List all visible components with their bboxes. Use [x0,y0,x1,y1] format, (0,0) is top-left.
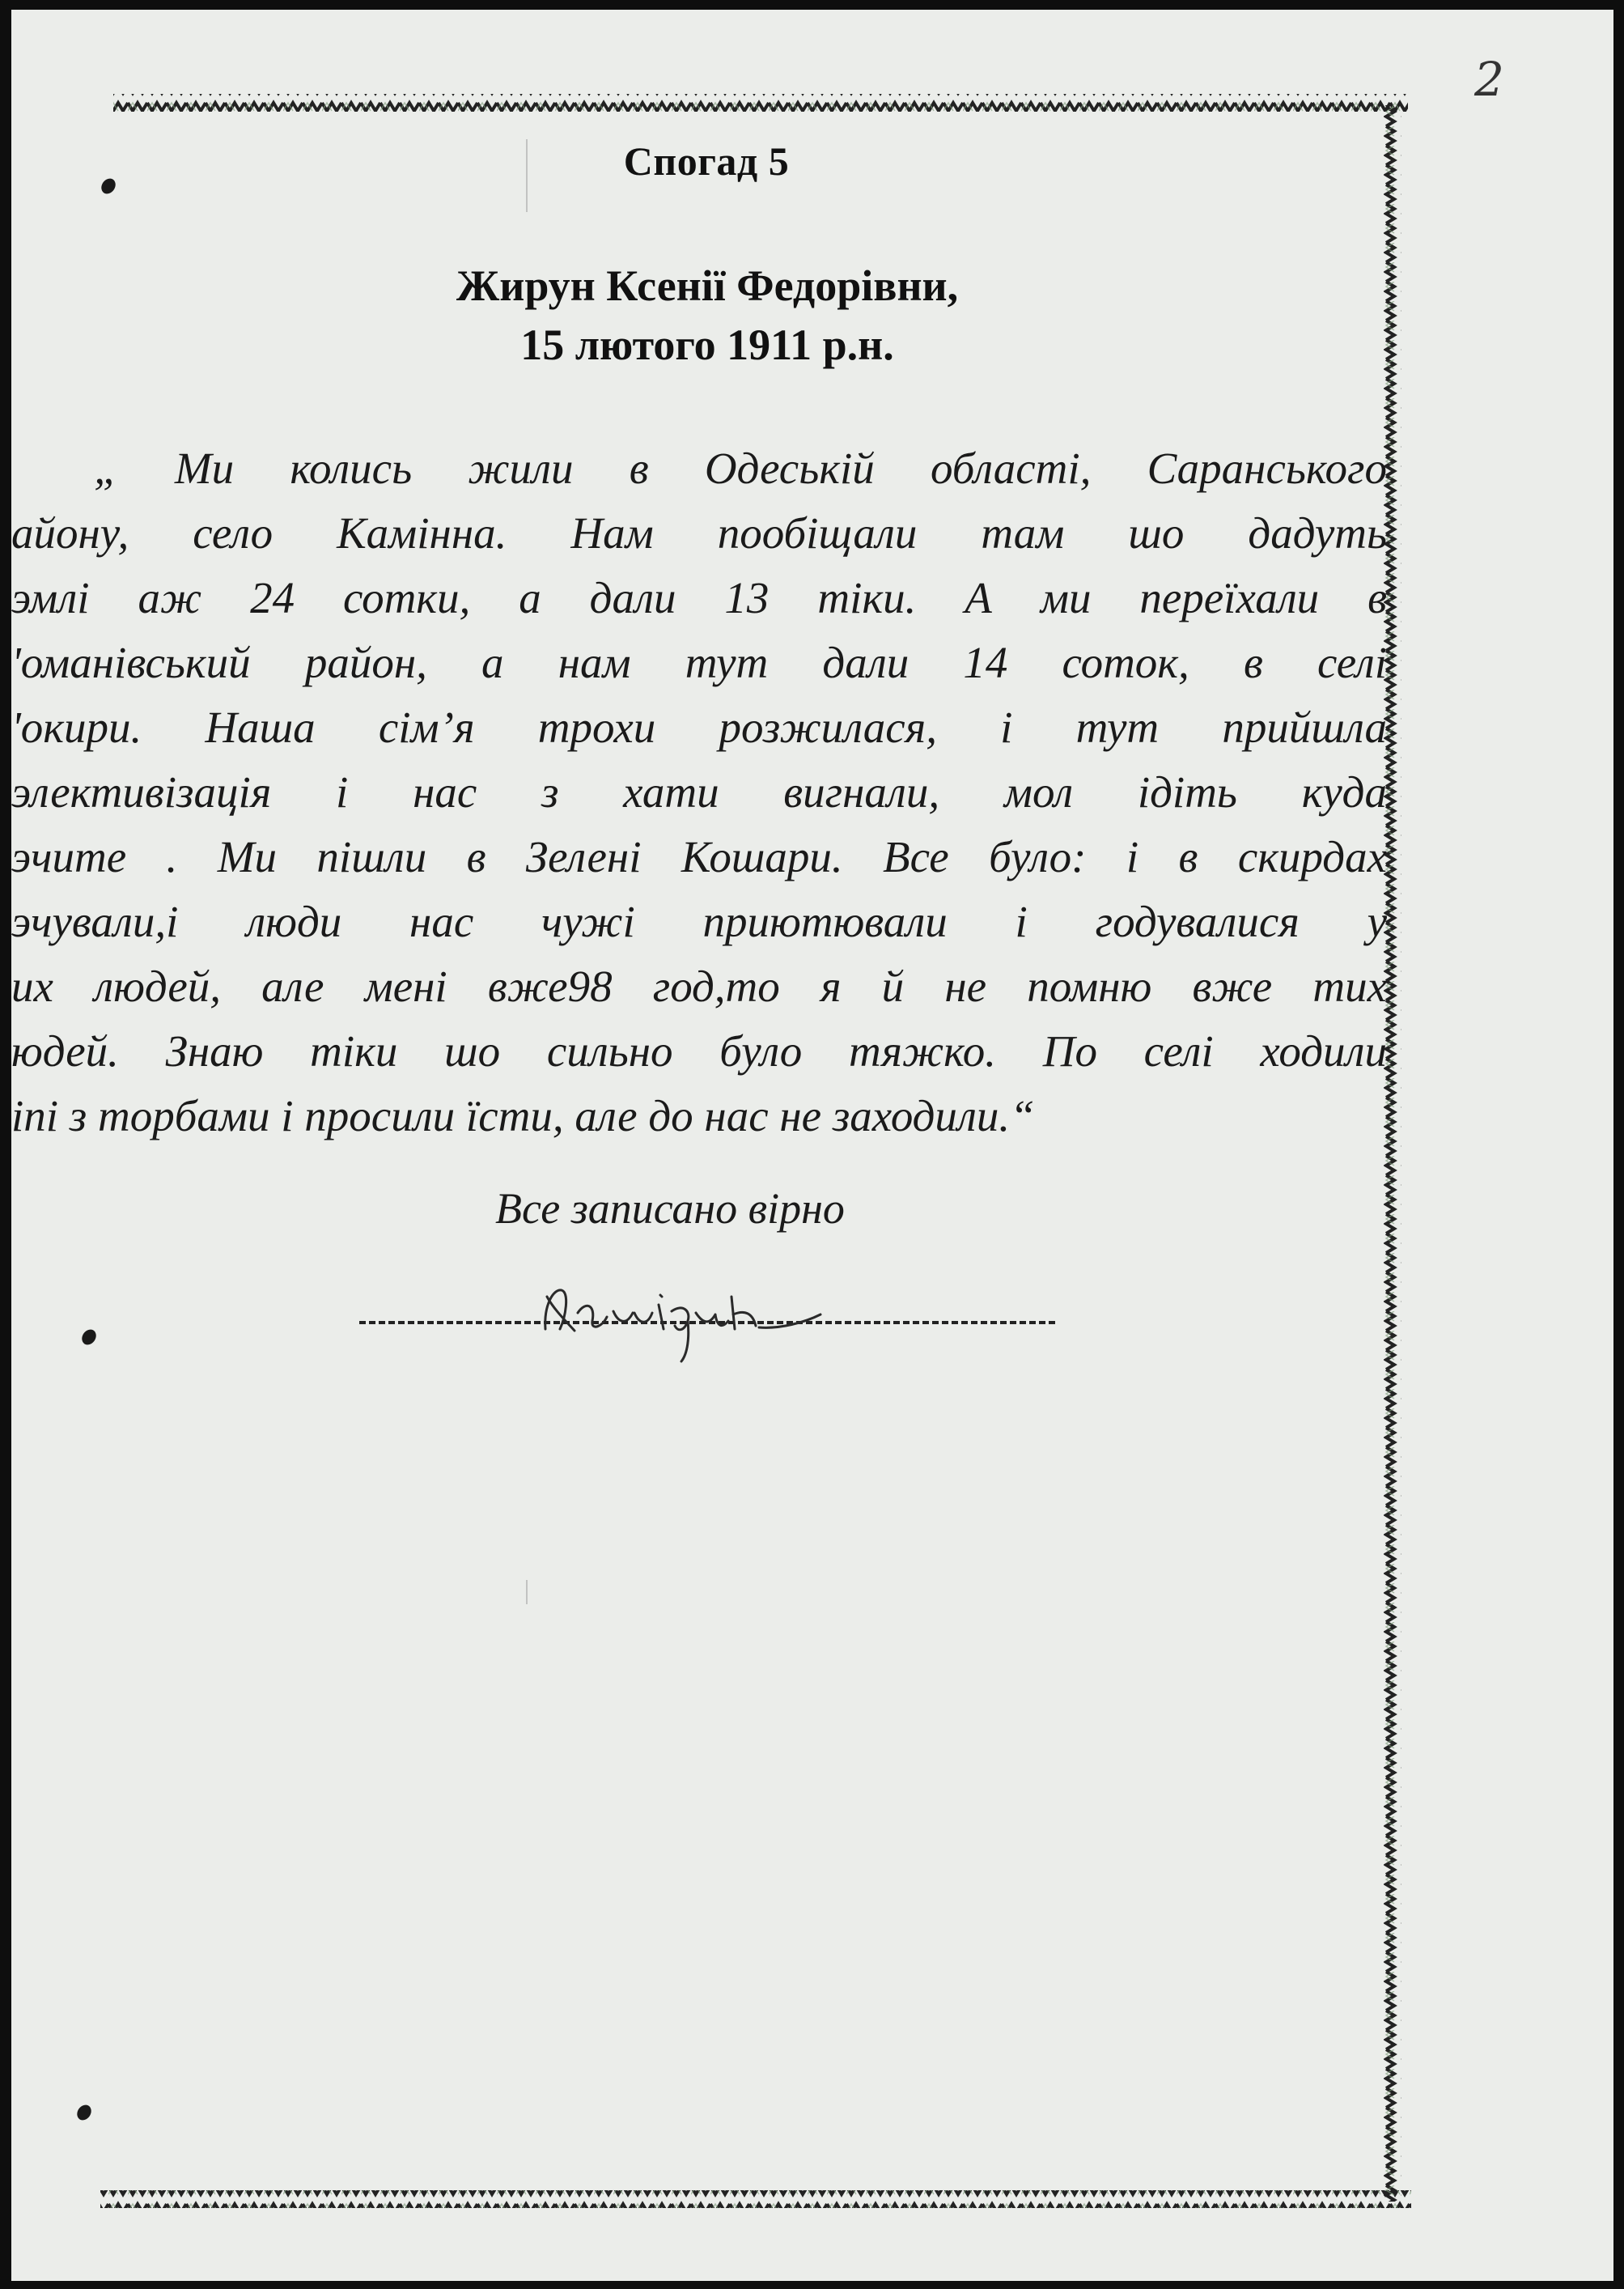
memoir-line: элективізація і нас з хати вигнали, мол ідіть куда [11,767,1387,817]
narrator-name: Жирун Ксенії Федорівни, [456,261,959,310]
memoir-line: эчували,і люди нас чужі приютювали і годувалися у [11,897,1387,946]
border-bottom [100,2190,1411,2208]
memoir-line: 'окири. Наша сім’я трохи розжилася, і тут прийшла [11,703,1387,752]
memoir-line: эчите . Ми пішли в Зелені Кошари. Все було: і в скирдах [11,832,1387,881]
certification-note: Все записано вірно [495,1184,845,1233]
memoir-title: Спогад 5 [623,138,790,184]
narrator-heading [254,257,1160,375]
memoir-line: іпі з торбами і просили їсти, але до нас не заходили.“ [11,1091,1035,1140]
document-page [11,10,1613,2281]
handwritten-signature [529,1272,837,1370]
border-right [1384,105,1401,2202]
page-number: 2 [1474,52,1504,107]
memoir-text [11,436,1387,1149]
border-top [113,94,1408,112]
memoir-line: их людей, але мені вже98 год,то я й не помню вже тих [11,962,1387,1011]
memoir-line: юдей. Знаю тіки шо сильно було тяжко. По селі ходили [11,1026,1387,1076]
narrator-birthdate: 15 лютого 1911 р.н. [520,321,894,369]
memoir-line: 'оманівський район, а нам тут дали 14 соток, в селі [11,638,1387,687]
memoir-line: айону, село Камінна. Нам пообіщали там шо дадуть [11,508,1387,558]
memoir-line: эмлі аж 24 сотки, а дали 13 тіки. А ми переїхали в [11,573,1387,622]
fold-crease [526,1580,528,1604]
memoir-line: „ Ми колись жили в Одеській області, Саранського [94,444,1387,493]
